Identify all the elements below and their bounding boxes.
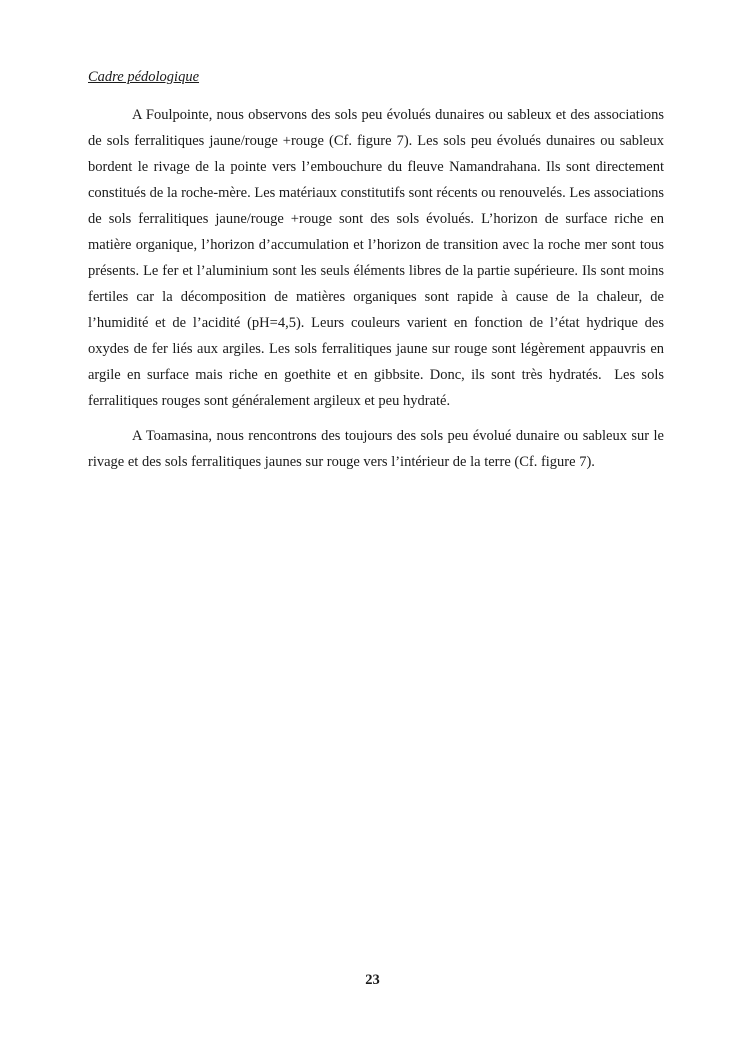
document-body	[88, 64, 668, 484]
paragraph-toamasina: A Toamasina, nous rencontrons des toujours des sols peu évolué dunaire ou sableux sur le rivage et des sols ferralitiques jaunes sur rouge vers l’intérieur de la terre (Cf. figure 7).	[88, 428, 668, 470]
paragraph-foulpointe: A Foulpointe, nous observons des sols peu évolués dunaires ou sableux et des associations de sols ferralitiques jaune/rouge +rouge (Cf. figure 7). Les sols peu évolués dunaires ou sableux bordent le rivage de la pointe vers l’embouchure du fleuve Namandrahana. Ils sont directement constitués de la roche-mère. Les matériaux constitutifs sont récents ou renouvelés. Les associations de sols ferralitiques jaune/rouge +rouge sont des sols évolués. L’horizon de surface riche en matière organique, l’horizon d’accumulation et l’horizon de transition avec la roche mer sont tous présents. Le fer et l’aluminium sont les seuls éléments libres de la partie supérieure. Ils sont moins fertiles car la décomposition de matières organiques sont rapide à cause de la chaleur, de l’humidité et de l’acidité (pH=4,5). Leurs couleurs varient en fonction de l’état hydrique des oxydes de fer liés aux argiles. Les sols ferralitiques jaune sur rouge sont légèrement appauvris en argile en surface mais riche en goethite et en gibbsite. Donc, ils sont très hydratés. Les sols ferralitiques rouges sont généralement argileux et peu hydraté.	[88, 107, 668, 409]
section-title: Cadre pédologique	[88, 69, 200, 85]
page-number: 23	[365, 972, 380, 988]
